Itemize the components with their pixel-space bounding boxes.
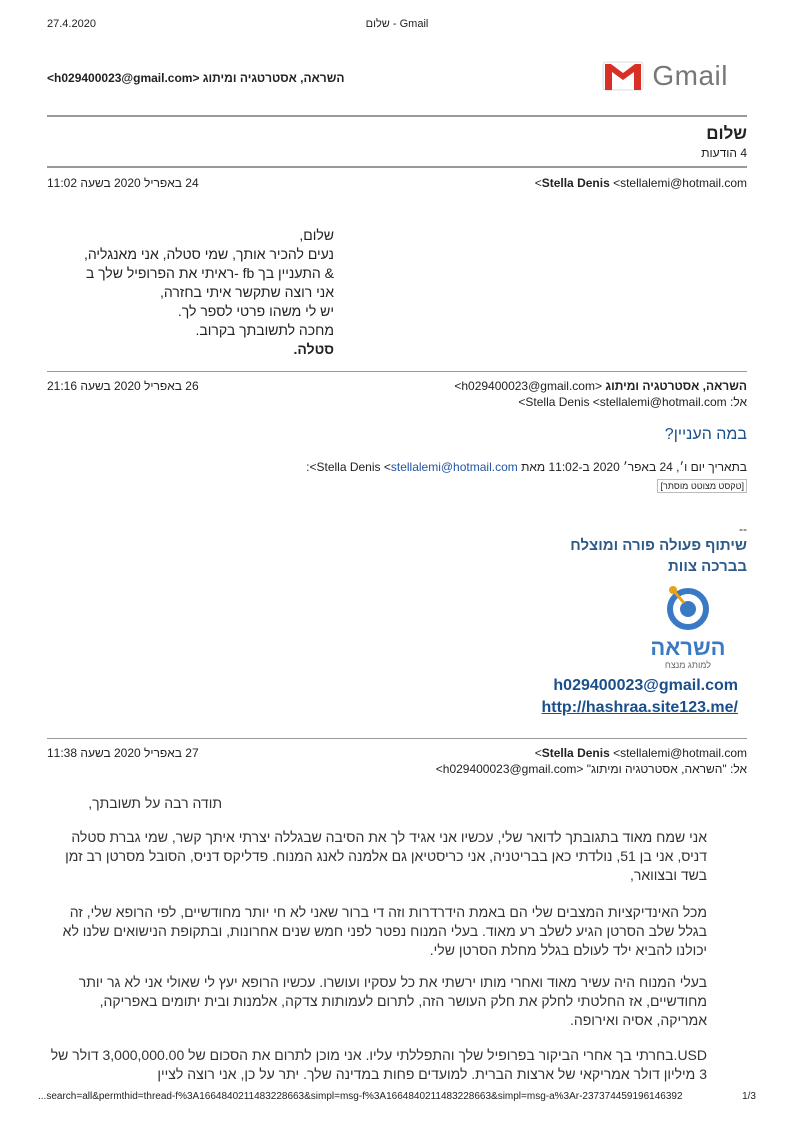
quote-suffix: >: — [306, 460, 317, 474]
body-paragraph — [47, 973, 707, 1030]
body-line: נעים להכיר אותך, שמי סטלה, אני מאנגליה, — [83, 246, 334, 262]
quote-email-link[interactable]: stellalemi@hotmail.com — [390, 460, 518, 474]
body-line: אני רוצה שתקשר איתי בחזרה, — [159, 284, 334, 300]
sender-name: השראה, אסטרטגיה ומיתוג — [605, 379, 747, 393]
message-sender — [535, 746, 747, 760]
divider — [47, 738, 747, 739]
page-number: 1/3 — [742, 1091, 756, 1102]
sender-name: Stella Denis — [541, 176, 610, 190]
quote-attribution — [306, 460, 747, 474]
hidden-quoted-text-toggle[interactable]: [טקסט מצוטט מוסתר] — [657, 479, 747, 493]
account-row — [47, 58, 747, 98]
signature-email-link[interactable]: h029400023@gmail.com — [553, 677, 738, 694]
message-body — [84, 226, 334, 359]
company-logo — [648, 585, 728, 669]
message-time: 24 באפריל 2020 בשעה 11:02 — [47, 176, 199, 190]
print-url: ...search=all&permthid=thread-f%3A1664840211483228663&simpl=msg-f%3A1664840211483228663&simpl=msg-a%3Ar-237374459196146392 — [38, 1091, 683, 1102]
thread-subject: שלום — [706, 124, 747, 143]
logo-icon — [664, 585, 712, 631]
sender-email: <stellalemi@hotmail.com> — [534, 176, 747, 190]
gmail-logo — [602, 60, 728, 92]
body-line: מחכה לתשובתך בקרוב. — [195, 322, 334, 338]
gmail-envelope-icon — [602, 60, 644, 92]
gmail-wordmark: Gmail — [652, 60, 728, 91]
message-recipient: אל: Stella Denis <stellalemi@hotmail.com> — [518, 395, 747, 409]
signature-line: בברכה צוות — [668, 558, 747, 575]
signature-line: שיתוף פעולה פורה ומוצלח — [570, 537, 747, 554]
message-recipient: אל: "השראה, אסטרטגיה ומיתוג" <h029400023@gmail.com> — [435, 762, 747, 776]
message-time: 27 באפריל 2020 בשעה 11:38 — [47, 746, 199, 760]
message-count: 4 הודעות — [701, 146, 747, 160]
body-line: סטלה. — [293, 341, 334, 357]
message-sender — [454, 379, 747, 393]
paragraph-text: אני שמח מאוד בתגובתך לדואר שלי, עכשיו אני אגיד לך את הסיבה שבגללה יצרתי איתך קשר, שמי גברת סטלה דניס, אני בן 51, נולדתי כאן בבריטניה, אני כריסטיאן גם אלמנה לאנג המנוח. פדליקס דניס, הסובל מסרטן רב זמן בשד ובצוואר, — [65, 829, 707, 883]
divider — [47, 166, 747, 168]
body-paragraph — [22, 794, 222, 813]
body-paragraph — [47, 903, 707, 960]
body-line: יש לי משהו פרטי לספר לך. — [177, 303, 334, 319]
logo-tagline: למותג מנצח — [664, 660, 712, 670]
paragraph-text: מכל האינדיקציות המצבים שלי הם באמת הידרדרות וזה די ברור שאני לא חי יותר מחודשיים, לפי הרופא שלי, זה בגלל שלב הסרטן הגיע לשלב רע מאוד. בעלי המנוח נפטר לפני חמש שנים אחרונות, ובתקופת הנישואים שלנו לא יכולנו להביא ילד לעולם בגלל מחלת הסרטן שלי. — [62, 904, 707, 958]
body-line: שלום, — [299, 227, 334, 243]
sender-email: <stellalemi@hotmail.com> — [534, 746, 747, 760]
print-date: 27.4.2020 — [47, 18, 96, 30]
divider — [47, 371, 747, 372]
quote-prefix: בתאריך יום ו׳, 24 באפר׳ 2020 ב-11:02 מאת Stella Denis < — [316, 460, 747, 474]
message-subject: במה העניין? — [664, 426, 747, 443]
body-paragraph — [47, 1046, 707, 1084]
signature-separator: -- — [739, 522, 747, 536]
paragraph-text: בעלי המנוח היה עשיר מאוד ואחרי מותו ירשתי את כל עסקיו ועושרו. עכשיו הרופא יעץ לי שאולי אני לא גר יותר מחודשיים, אז החלטתי לחלק את חלק העושר הזה, לתרום לעמותות צדקה, אלמנות ובית יתומים באפריקה, אמריקה, אסיה ואירופה. — [78, 974, 707, 1028]
paragraph-text: USD.בחרתי בך אחרי הביקור בפרופיל שלך והתפללתי עליו. אני מוכן לתרום את הסכום של 3,000,000.00 דולר של 3 מיליון דולר אמריקאי של ארצות הברית. למועדים פחות במדינה שלך. יתר על כן, אני רוצה לציין — [50, 1047, 707, 1082]
logo-name: השראה — [650, 635, 726, 660]
paragraph-text: תודה רבה על תשובתך, — [88, 795, 222, 811]
signature-website-link[interactable]: http://hashraa.site123.me/ — [541, 699, 738, 716]
print-title: שלום - Gmail — [365, 18, 429, 30]
message-time: 26 באפריל 2020 בשעה 21:16 — [47, 379, 199, 393]
sender-name: Stella Denis — [541, 746, 610, 760]
body-line: & התעניין בך fb -ראיתי את הפרופיל שלך ב — [85, 265, 334, 281]
body-paragraph — [47, 828, 707, 885]
divider — [47, 115, 747, 117]
sender-email: <h029400023@gmail.com> — [454, 379, 602, 393]
account-label: השראה, אסטרטגיה ומיתוג <h029400023@gmail.com> — [47, 71, 345, 85]
message-sender — [535, 176, 747, 190]
